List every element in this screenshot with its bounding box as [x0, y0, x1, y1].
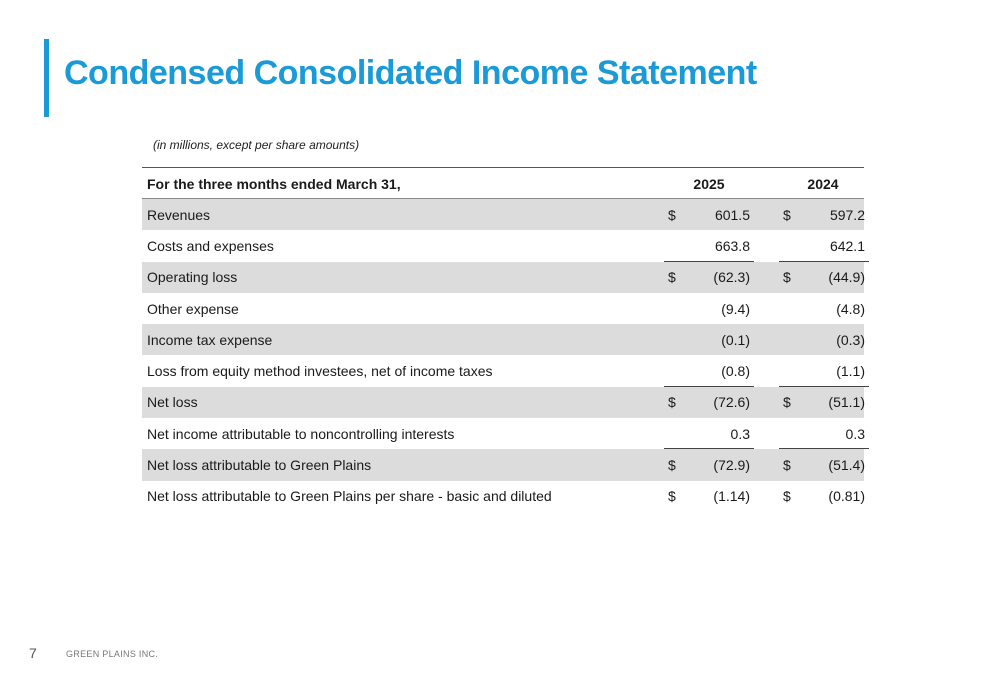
- cell-2025: [664, 387, 754, 418]
- row-label: Net income attributable to noncontrolling interests: [147, 425, 455, 442]
- row-label: Revenues: [147, 206, 211, 223]
- cell-2024: [779, 293, 869, 324]
- cell-2024: [779, 449, 869, 480]
- currency-symbol: $: [783, 457, 791, 474]
- cell-2025: [664, 293, 754, 324]
- table-row: [142, 324, 864, 355]
- table-row: [142, 418, 864, 449]
- row-label: Net loss: [147, 394, 198, 411]
- currency-symbol: $: [783, 394, 791, 411]
- header-year-2025: 2025: [693, 175, 725, 192]
- cell-value: 0.3: [730, 425, 750, 442]
- cell-2025: [664, 230, 754, 261]
- row-label: Other expense: [147, 300, 239, 317]
- table-row: [142, 293, 864, 324]
- row-label: Net loss attributable to Green Plains: [147, 457, 372, 474]
- cell-2025: [664, 449, 754, 480]
- cell-value: (62.3): [713, 269, 750, 286]
- header-year-2024: 2024: [807, 175, 839, 192]
- title-accent-bar: [44, 39, 49, 117]
- header-period-label: For the three months ended March 31,: [147, 175, 401, 192]
- currency-symbol: $: [783, 488, 791, 505]
- table-row: [142, 230, 864, 261]
- currency-symbol: $: [668, 457, 676, 474]
- cell-value: 642.1: [829, 237, 865, 254]
- cell-2024: [779, 324, 869, 355]
- cell-value: 663.8: [714, 237, 750, 254]
- cell-value: (4.8): [836, 300, 865, 317]
- table-subtitle: (in millions, except per share amounts): [153, 138, 360, 152]
- cell-value: 0.3: [845, 425, 865, 442]
- cell-2024: [779, 262, 869, 293]
- cell-2024: [779, 355, 869, 386]
- cell-value: (51.4): [828, 457, 865, 474]
- cell-2025: [664, 199, 754, 230]
- table-row: [142, 262, 864, 293]
- table-row: [142, 481, 864, 512]
- cell-2025: [664, 262, 754, 293]
- row-label: Operating loss: [147, 269, 238, 286]
- cell-2024: [779, 418, 869, 449]
- cell-value: (72.6): [713, 394, 750, 411]
- cell-2025: [664, 418, 754, 449]
- currency-symbol: $: [783, 206, 791, 223]
- table-row: [142, 355, 864, 386]
- cell-2025: [664, 481, 754, 512]
- cell-value: (1.1): [836, 363, 865, 380]
- cell-2024: [779, 481, 869, 512]
- cell-value: (0.3): [836, 331, 865, 348]
- table-row: [142, 449, 864, 480]
- income-statement-table: [142, 167, 864, 512]
- cell-2024: [779, 230, 869, 261]
- currency-symbol: $: [668, 206, 676, 223]
- currency-symbol: $: [783, 269, 791, 286]
- cell-value: (9.4): [721, 300, 750, 317]
- table-row: [142, 387, 864, 418]
- cell-value: (0.1): [721, 331, 750, 348]
- company-name: GREEN PLAINS INC.: [66, 649, 159, 659]
- cell-value: 601.5: [714, 206, 750, 223]
- table-row: [142, 199, 864, 230]
- cell-value: (72.9): [713, 457, 750, 474]
- row-label: Income tax expense: [147, 331, 273, 348]
- cell-value: (0.81): [828, 488, 865, 505]
- page-title: Condensed Consolidated Income Statement: [64, 54, 757, 92]
- cell-value: (44.9): [828, 269, 865, 286]
- cell-value: 597.2: [829, 206, 865, 223]
- cell-2024: [779, 387, 869, 418]
- currency-symbol: $: [668, 488, 676, 505]
- currency-symbol: $: [668, 269, 676, 286]
- cell-value: (51.1): [828, 394, 865, 411]
- table-header-row: [142, 168, 864, 199]
- cell-2025: [664, 355, 754, 386]
- cell-value: (0.8): [721, 363, 750, 380]
- row-label: Costs and expenses: [147, 237, 274, 254]
- currency-symbol: $: [668, 394, 676, 411]
- cell-value: (1.14): [713, 488, 750, 505]
- cell-2025: [664, 324, 754, 355]
- row-label: Loss from equity method investees, net of income taxes: [147, 363, 493, 380]
- cell-2024: [779, 199, 869, 230]
- row-label: Net loss attributable to Green Plains per share - basic and diluted: [147, 488, 552, 505]
- page-number: 7: [29, 645, 37, 661]
